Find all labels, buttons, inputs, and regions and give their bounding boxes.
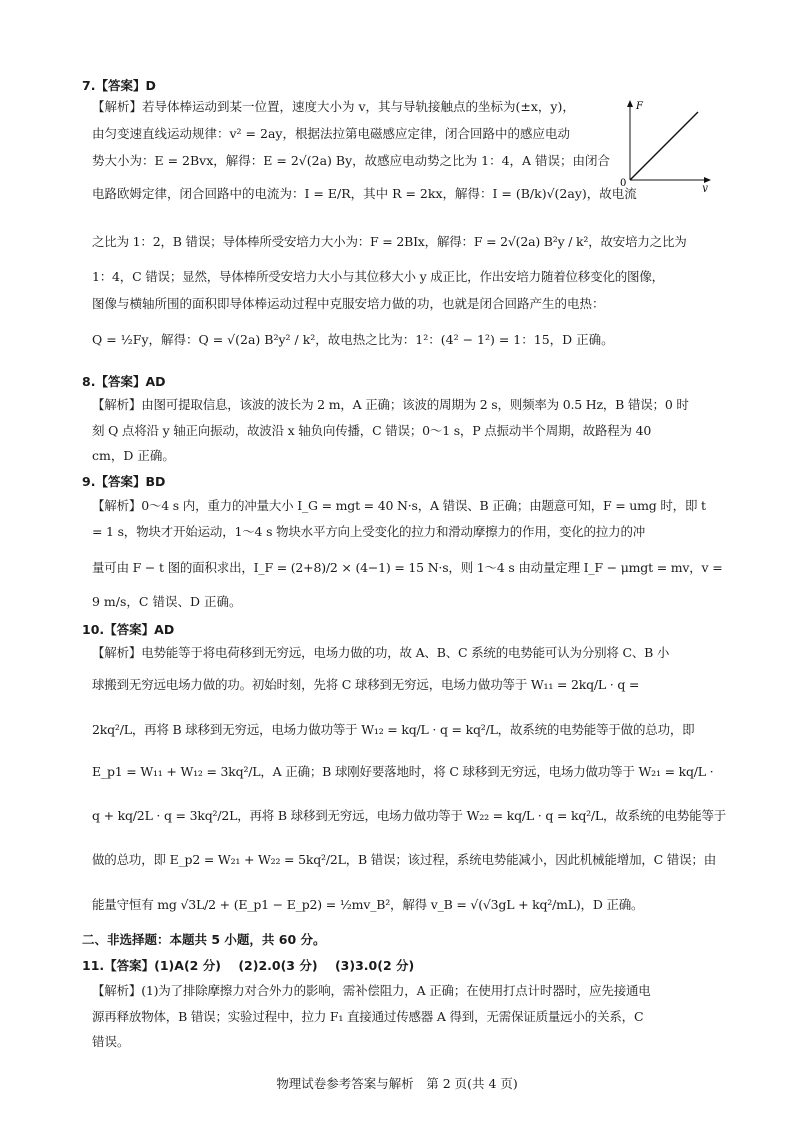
q9-line-4: 9 m/s，C 错误、D 正确。	[92, 594, 242, 609]
q10-line-3: 2kq²/L，再将 B 球移到无穷远，电场力做功等于 W₁₂ = kq/L · q = kq²/L，故系统的电势能等于做的总功，即	[92, 722, 695, 737]
q9-line-1: 【解析】0～4 s 内，重力的冲量大小 I_G = mgt = 40 N·s，A 错误、B 正确；由题意可知，F = umg 时，即 t	[92, 498, 706, 513]
q7-line-1: 【解析】若导体棒运动到某一位置，速度大小为 v，其与导轨接触点的坐标为(±x，y)，	[92, 99, 575, 114]
q10-line-6: 做的总功，即 E_p2 = W₂₁ + W₂₂ = 5kq²/2L，B 错误；该过程，系统电势能减小，因此机械能增加，C 错误；由	[92, 852, 717, 867]
page-footer: 物理试卷参考答案与解析 第 2 页(共 4 页)	[276, 1076, 518, 1091]
q11-line-2: 源再释放物体，B 错误；实验过程中，拉力 F₁ 直接通过传感器 A 得到，无需保证质量远小的关系，C	[92, 1009, 644, 1024]
q10-line-2: 球搬到无穷远电场力做的功。初始时刻，先将 C 球移到无穷远，电场力做功等于 W₁₁ = 2kq/L · q =	[92, 677, 640, 692]
q7-line-6: 1：4，C 错误；显然，导体棒所受安培力大小与其位移大小 y 成正比，作出安培力随着位移变化的图像，	[92, 269, 664, 284]
graph-y-label: F	[636, 101, 643, 112]
q9-line-3: 量可由 F − t 图的面积求出，I_F = (2+8)/2 × (4−1) = 15 N·s，则 1～4 s 由动量定理 I_F − μmgt = mv，v =	[92, 560, 723, 575]
graph-origin-label: 0	[620, 178, 627, 189]
q9-line-2: = 1 s，物块才开始运动，1～4 s 物块水平方向上受变化的拉力和滑动摩擦力的作用，变化的拉力的冲	[92, 524, 646, 539]
q8-answer: 8.【答案】AD	[82, 374, 166, 389]
q7-line-5: 之比为 1：2，B 错误；导体棒所受安培力大小为：F = 2BIx，解得：F = 2√(2a) B²y / k²，故安培力之比为	[92, 234, 687, 249]
q8-line-1: 【解析】由图可提取信息，该波的波长为 2 m，A 正确；该波的周期为 2 s，则频率为 0.5 Hz，B 错误；0 时	[92, 397, 689, 412]
q7-answer: 7.【答案】D	[82, 78, 156, 93]
graph-line	[630, 112, 698, 180]
q7-line-4: 电路欧姆定律，闭合回路中的电流为：I = E/R，其中 R = 2kx，解得：I = (B/k)√(2ay)，故电流	[92, 186, 637, 201]
q10-answer: 10.【答案】AD	[82, 622, 175, 637]
q8-line-3: cm，D 正确。	[92, 448, 175, 463]
q9-answer: 9.【答案】BD	[82, 474, 166, 489]
force-displacement-graph	[618, 98, 714, 192]
graph-x-label: y	[702, 183, 708, 192]
graph-svg	[618, 98, 714, 192]
q7-line-3: 势大小为：E = 2Bvx，解得：E = 2√(2a) By，故感应电动势之比为 1：4，A 错误；由闭合	[92, 153, 611, 168]
q8-line-2: 刻 Q 点将沿 y 轴正向振动，故波沿 x 轴负向传播，C 错误；0～1 s，P 点振动半个周期，故路程为 40	[92, 423, 652, 438]
q7-line-8: Q = ½Fy，解得：Q = √(2a) B²y² / k²，故电热之比为：1²：(4² − 1²) = 1：15，D 正确。	[92, 332, 614, 347]
q11-answer: 11.【答案】(1)A(2 分) (2)2.0(3 分) (3)3.0(2 分)	[82, 958, 415, 973]
graph-y-arrow	[627, 100, 633, 107]
q10-line-1: 【解析】电势能等于将电荷移到无穷远，电场力做的功，故 A、B、C 系统的电势能可认为分别将 C、B 小	[92, 645, 670, 660]
q10-line-4: E_p1 = W₁₁ + W₁₂ = 3kq²/L，A 正确；B 球刚好要落地时，将 C 球移到无穷远，电场力做功等于 W₂₁ = kq/L ·	[92, 764, 714, 779]
q10-line-7: 能量守恒有 mg √3L/2 + (E_p1 − E_p2) = ½mv_B²，解得 v_B = √(√3gL + kq²/mL)，D 正确。	[92, 897, 644, 912]
q10-line-5: q + kq/2L · q = 3kq²/2L，再将 B 球移到无穷远，电场力做功等于 W₂₂ = kq/L · q = kq²/L，故系统的电势能等于	[92, 808, 727, 823]
q11-line-1: 【解析】(1)为了排除摩擦力对合外力的影响，需补偿阻力，A 正确；在使用打点计时器时，应先接通电	[92, 983, 651, 998]
q7-line-2: 由匀变速直线运动规律：v² = 2ay，根据法拉第电磁感应定律，闭合回路中的感应电动	[92, 126, 570, 141]
q7-line-7: 图像与横轴所围的面积即导体棒运动过程中克服安培力做的功，也就是闭合回路产生的电热：	[92, 296, 605, 311]
section-2-heading: 二、非选择题：本题共 5 小题，共 60 分。	[82, 932, 326, 947]
q11-line-3: 错误。	[92, 1034, 130, 1049]
